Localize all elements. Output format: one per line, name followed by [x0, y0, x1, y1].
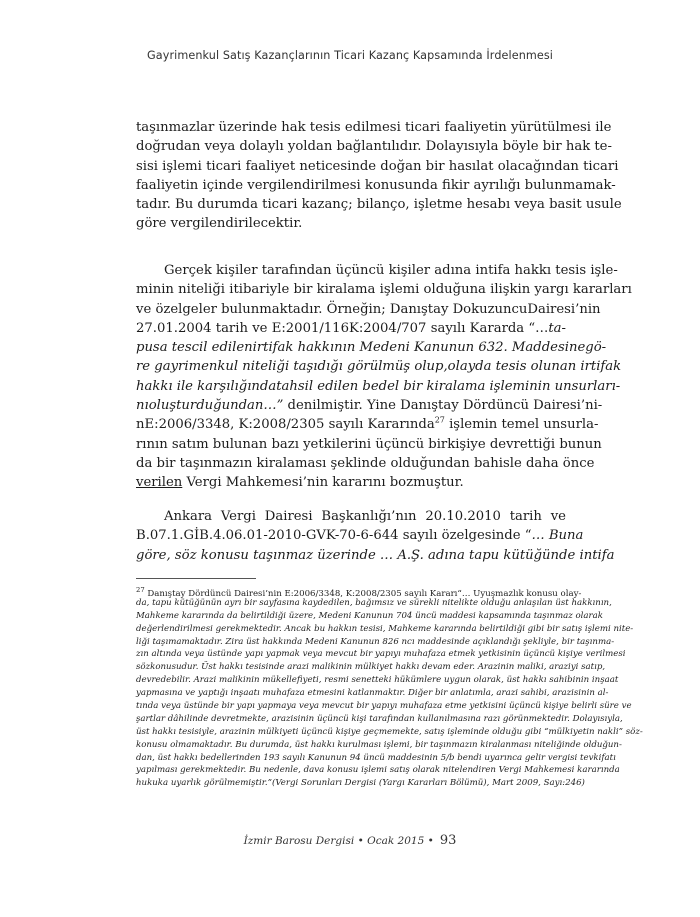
footnote-line [136, 674, 619, 687]
footnote-ref[interactable]: 27 [434, 415, 445, 425]
italic-run: … Buna [531, 528, 584, 544]
italic-run: nıoluşturduğundan…” [136, 398, 284, 414]
text-line [136, 473, 566, 492]
text-line: doğrudan veya dolaylı yoldan bağlantılıdır. Dolayısıyla böyle bir hak te- [136, 139, 612, 155]
italic-run: hakkı ile karşılığındatahsil edilen bedel bir kiralama işleminin unsurları- [136, 378, 621, 394]
footnote-27 [136, 584, 643, 790]
footnote-line [136, 648, 626, 661]
text-run: nE:2006/3348, K:2008/2305 sayılı Kararında [136, 417, 435, 433]
text-line [136, 546, 615, 565]
footnote-line [136, 687, 609, 700]
text-line: Gerçek kişiler tarafından üçüncü kişiler adına intifa hakkı tesis işle- [164, 263, 618, 278]
text-run: işlemin temel unsurla- [444, 417, 599, 433]
footnote-text: liği taşımamaktadır. Zira üst hakkında Medeni Kanunun 826 ncı maddesinde açıklandığı şekliyle, bir taşınma- [136, 636, 615, 647]
footnote-text: da, tapu kütüğünün ayrı bir sayfasına kaydedilen, bağımsız ve sürekli nitelikte olduğu anlaşılan üst hakkının, [136, 597, 612, 608]
text-run: Vergi Mahkemesi’nin kararını bozmuştur. [182, 475, 464, 491]
page-footer [0, 833, 700, 848]
footnote-text: sözkonusudur. Üst hakkı tesisinde arazi malikinin mülkiyet hakkı devam eder. Arazinin maliki, araziyi satıp, [136, 662, 606, 673]
text-line [136, 526, 584, 545]
text-line: faaliyetin içinde vergilendirilmesi konusunda fikir ayrılığı bulunmamak- [136, 177, 616, 193]
underlined-run: verilen [136, 475, 183, 491]
paragraph-1 [136, 118, 622, 234]
italic-run: pusa tescil edilenirtifak hakkının Medeni Kanunun 632. Maddesinegö- [136, 340, 607, 356]
footnote-text: yapılması gerekmektedir. Bu nedenle, dava konusu işlemi satış olarak nitelendiren Vergi Mahkemesi kararında [136, 765, 620, 776]
footnote-text: yapmasına ve yaptığı inşaatı muhafaza etmesini katlanmaktır. Diğer bir anlatımla, arazi sahibi, arazisinin al- [136, 688, 609, 699]
footnote-text: dan, üst hakkı bedellerinden 193 sayılı Kanunun 94 üncü maddesinin 5/b bendi uyarınca gelir vergisi tevkifatı [136, 752, 616, 763]
text-line: minin niteliği itibariyle bir kiralama işlemi olduğuna ilişkin yargı kararları [136, 282, 632, 298]
text-line [136, 319, 566, 338]
footnote-text: hukuka uyarlık görülmemiştir.”(Vergi Sorunları Dergisi (Yargı Kararları Bölümü), Mart 2009, Sayı:246) [136, 778, 585, 789]
journal-name: İzmir Barosu Dergisi • Ocak 2015 • [243, 835, 434, 847]
footnote-line [136, 610, 603, 623]
running-title: Gayrimenkul Satış Kazançlarının Ticari Kazanç Kapsamında İrdelenmesi [147, 49, 553, 62]
footnote-line [136, 623, 634, 636]
text-line [136, 357, 622, 376]
text-line: Ankara Vergi Dairesi Başkanlığı’nın 20.10.2010 tarih ve [164, 509, 566, 524]
footnote-text: üst hakkı tesisiyle, arazinin mülkiyeti üçüncü kişiye geçmemekte, satış işleminde olduğu gibi “mülkiyetin nakli” söz- [136, 726, 643, 737]
footnote-text: şartlar dâhilinde devretmekte, arazisinin üçüncü kişi tarafından kullanılmasına razı görünmektedir. Dolayısıyla, [136, 713, 623, 724]
text-line: sisi işlemi ticari faaliyet neticesinde doğan bir hasılat olacağından ticari [136, 158, 619, 174]
footnote-text: Mahkeme kararında da belirtildiği üzere, Medeni Kanunun 704 üncü maddesi kapsamında taşınmaz olarak [136, 610, 603, 621]
footnote-line [136, 713, 623, 726]
footnote-line [136, 661, 606, 674]
footnote-line [136, 777, 585, 790]
text-line: da bir taşınmazın kiralaması şeklinde olduğundan bahisle daha önce [136, 455, 595, 471]
paragraph-3 [136, 507, 615, 565]
footnote-line [136, 726, 643, 739]
footnote-divider [136, 578, 256, 579]
text-line [136, 415, 599, 434]
footnote-line [136, 597, 612, 610]
footnote-text: değerlendirilmesi gerekmektedir. Ancak bu hakkın tesisi, Mahkeme kararında belirtildiği gibi bir satış işlemi nite- [136, 623, 634, 634]
page-number: 93 [439, 833, 457, 848]
footnote-text: zın altında veya üstünde yapı yapmak veya mevcut bir yapıyı muhafaza etmek yetkisinin üçüncü kişiye verilmesi [136, 649, 626, 660]
footnote-line [136, 636, 615, 649]
footnote-text: Danıştay Dördüncü Dairesi’nin E:2006/3348, K:2008/2305 sayılı Kararı“… Uyuşmazlık konusu olay- [144, 588, 582, 599]
footnote-line [136, 752, 616, 765]
footnote-text: tında veya üstünde bir yapı yapmaya veya mevcut bir yapıyı muhafaza etme yetkisini üçüncü kişiye belirli süre ve [136, 701, 632, 712]
text-run: denilmiştir. Yine Danıştay Dördüncü Dairesi’ni- [283, 398, 603, 414]
text-line [136, 396, 603, 415]
footnote-line [136, 764, 620, 777]
footnote-line [136, 739, 622, 752]
text-line [136, 338, 607, 357]
footnote-line [136, 584, 582, 599]
paragraph-2 [136, 261, 632, 493]
text-line: tadır. Bu durumda ticari kazanç; bilanço, işletme hesabı veya basit usule [136, 197, 622, 213]
text-line: ve özelgeler bulunmaktadır. Örneğin; Danıştay DokuzuncuDairesi’nin [136, 301, 601, 317]
text-run: 27.01.2004 tarih ve E:2001/116K:2004/707 sayılı Kararda “… [136, 320, 549, 336]
text-line: taşınmazlar üzerinde hak tesis edilmesi ticari faaliyetin yürütülmesi ile [136, 120, 612, 135]
italic-run: ta- [548, 320, 566, 336]
footnote-text: devredebilir. Arazi malikinin mükellefiyeti, resmi senetteki hükümlere uygun olarak, üst hakkı sahibinin inşaat [136, 675, 619, 686]
italic-run: re gayrimenkul niteliği taşıdığı görülmüş olup,olayda tesis olunan irtifak [136, 359, 622, 375]
text-line: göre vergilendirilecektir. [136, 216, 303, 232]
footnote-number: 27 [136, 586, 145, 594]
text-line [136, 377, 621, 396]
footnote-line [136, 700, 632, 713]
text-run: B.07.1.GİB.4.06.01-2010-GVK-70-6-644 sayılı özelgesinde “ [136, 528, 532, 544]
italic-run: göre, söz konusu taşınmaz üzerinde … A.Ş. adına tapu kütüğünde intifa [136, 547, 615, 563]
text-line: rının satım bulunan bazı yetkilerini üçüncü birkişiye devrettiği bunun [136, 436, 602, 452]
footnote-text: konusu olmamaktadır. Bu durumda, üst hakkı kurulması işlemi, bir taşınmazın kiralanması niteliğinde olduğun- [136, 739, 622, 750]
